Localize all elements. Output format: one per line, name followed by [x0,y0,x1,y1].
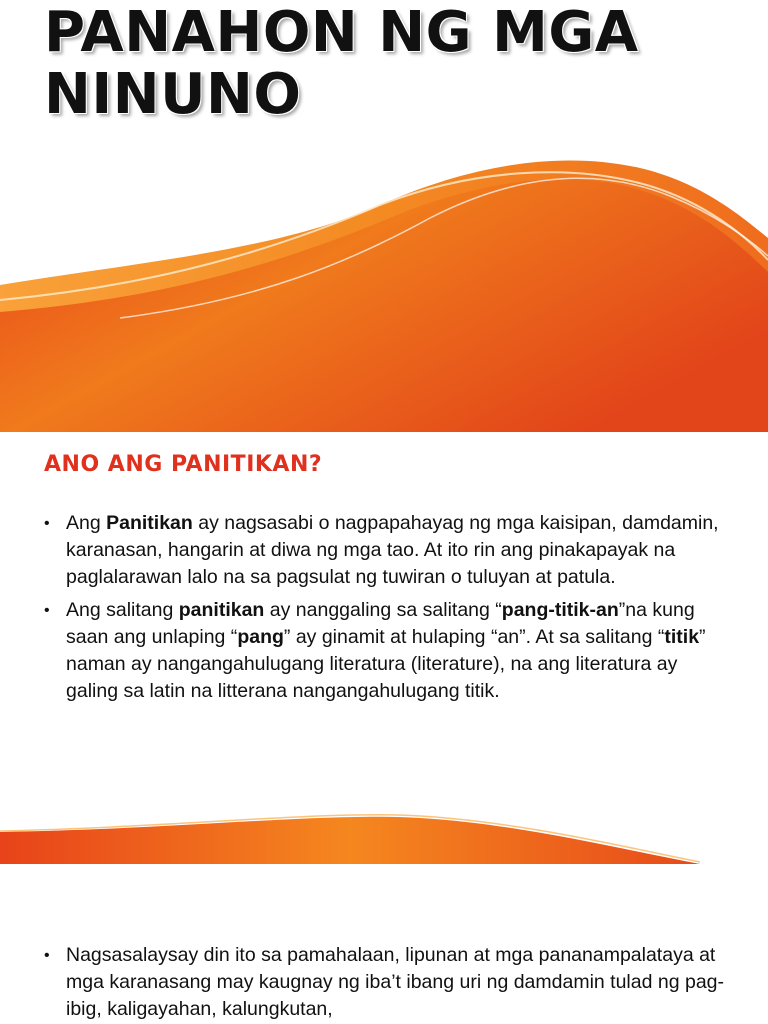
bottom-wave-graphic [0,804,768,864]
slide-heading: ANO ANG PANITIKAN? [44,452,323,477]
bullet-item: • Nagsasalaysay din ito sa pamahalaan, lipunan at mga pananampalataya at mga karanasang may kaugnay ng iba’t ibang uri ng damdamin tulad ng pag- ibig, kaligayahan, kalungkutan, [44,942,734,1023]
bullet-list [44,942,734,1024]
bullet-item: • Ang salitang panitikan ay nanggaling sa salitang “pang-titik-an”na kung saan ang unlaping “pang” ay ginamit at hulaping “an”. At sa salitang “titik” naman ay nangangahulugang literatura (literature), na ang literatura ay galing sa latin na litterana nangangahulugang titik. [44,597,734,705]
content-slide [0,432,768,864]
continuation-slide [0,864,768,1024]
slide-title [44,2,639,126]
title-line-2: NINUNO [44,62,302,127]
title-line-1: PANAHON NG MGA [44,0,639,65]
bullet-list [44,510,734,711]
bullet-item: • Ang Panitikan ay nagsasabi o nagpapahayag ng mga kaisipan, damdamin, karanasan, hangarin at diwa ng mga tao. At ito rin ang pinakapayak na paglalarawan lalo na sa pagsulat ng tuwiran o tuluyan at patula. [44,510,734,591]
title-slide [0,0,768,432]
